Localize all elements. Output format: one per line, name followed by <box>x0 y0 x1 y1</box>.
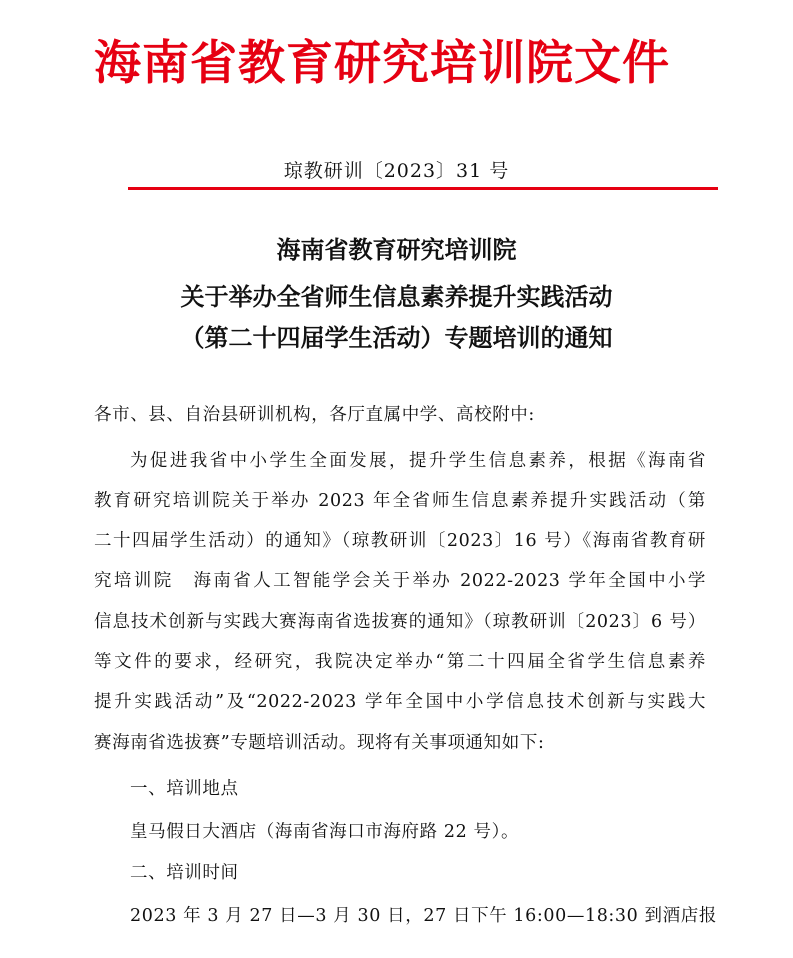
paragraph-line: 赛海南省选拔赛”专题培训活动。现将有关事项通知如下: <box>94 733 545 753</box>
section-text-location: 皇马假日大酒店（海南省海口市海府路 22 号）。 <box>130 822 520 842</box>
section-text-time: 2023 年 3 月 27 日—3 月 30 日，27 日下午 16:00—18:30 到酒店报 <box>130 906 717 926</box>
paragraph-line: 为促进我省中小学生全面发展，提升学生信息素养，根据《海南省 <box>130 451 706 471</box>
title-line-1: 海南省教育研究培训院 <box>276 236 517 264</box>
paragraph-line: 等文件的要求，经研究，我院决定举办“第二十四届全省学生信息素养 <box>94 652 706 672</box>
document-number: 琼教研训〔2023〕31 号 <box>283 160 510 182</box>
paragraph-line: 二十四届学生活动）的通知》（琼教研训〔2023〕16 号）《海南省教育研 <box>94 531 706 551</box>
title-line-3: （第二十四届学生活动）专题培训的通知 <box>180 324 613 352</box>
salutation: 各市、县、自治县研训机构，各厅直属中学、高校附中: <box>94 405 535 425</box>
document-masthead: 海南省教育研究培训院文件 <box>94 36 670 91</box>
paragraph-line: 教育研究培训院关于举办 2023 年全省师生信息素养提升实践活动（第 <box>94 491 706 511</box>
section-heading-location: 一、培训地点 <box>130 779 239 799</box>
red-separator-line <box>128 187 718 190</box>
section-heading-time: 二、培训时间 <box>130 863 239 883</box>
paragraph-line: 提升实践活动”及“2022-2023 学年全国中小学信息技术创新与实践大 <box>94 692 706 712</box>
paragraph-line: 究培训院 海南省人工智能学会关于举办 2022-2023 学年全国中小学 <box>94 571 706 591</box>
title-line-2: 关于举办全省师生信息素养提升实践活动 <box>180 283 613 311</box>
paragraph-line: 信息技术创新与实践大赛海南省选拔赛的通知》（琼教研训〔2023〕6 号） <box>94 612 706 632</box>
